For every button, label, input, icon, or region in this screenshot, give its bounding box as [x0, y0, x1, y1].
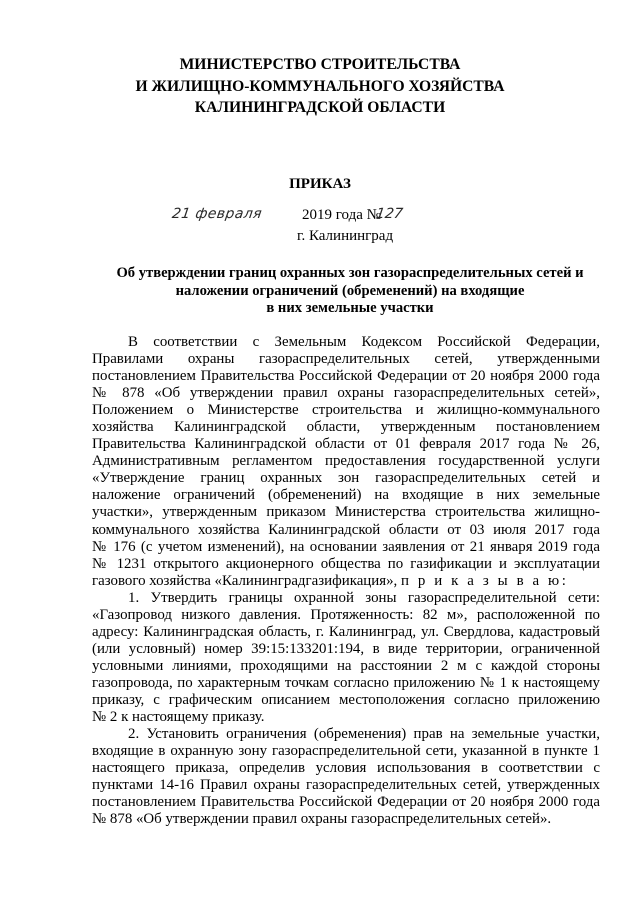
order-title: ПРИКАЗ [289, 176, 351, 192]
body-line: Правительства Калининградской области от 01 февраля 2017 года № 26, [92, 436, 600, 453]
year-and-number-label: 2019 года № [302, 207, 381, 223]
body-line: 1. Утвердить границы охранной зоны газораспределительной сети: [128, 589, 600, 606]
body-line: участки», утвержденным приказом Министерства строительства жилищно- [92, 504, 600, 521]
handwritten-number: 127 [374, 206, 404, 222]
ministry-line: И ЖИЛИЩНО-КОММУНАЛЬНОГО ХОЗЯЙСТВА [135, 77, 505, 95]
body-line: Правилами охраны газораспределительных сетей, утвержденными [92, 351, 600, 368]
body-line: коммунального хозяйства Калининградской области от 03 июля 2017 года [92, 521, 600, 538]
body-line: (или условный) номер 39:15:133201:194, в виде территории, ограниченной [92, 640, 600, 657]
body-line: № 176 (с учетом изменений), на основании заявления от 21 января 2019 года [92, 538, 600, 555]
body-line: адресу: Калининградская область, г. Калининград, ул. Свердлова, кадастровый [92, 623, 600, 640]
title-line: в них земельные участки [266, 300, 434, 317]
body-line: газопровода, по характерным точкам согласно приложению № 1 к настоящему [92, 674, 600, 691]
ministry-header [0, 54, 640, 119]
body-line: постановлением Правительства Российской Федерации от 20 ноября 2000 года [92, 368, 600, 385]
body-line: № 878 «Об утверждении правил охраны газораспределительных сетей», [92, 385, 600, 402]
body-line: настоящего приказа, определив условия использования в соответствии с [92, 760, 600, 777]
body-line: В соответствии с Земельным Кодексом Российской Федерации, [128, 334, 600, 350]
body-line: 2. Установить ограничения (обременения) прав на земельные участки, [128, 726, 600, 743]
ministry-line: КАЛИНИНГРАДСКОЙ ОБЛАСТИ [194, 99, 446, 116]
body-line: пунктами 14-16 Правил охраны газораспределительных сетей, утвержденных [92, 777, 600, 794]
body-line: «Газопровод низкого давления. Протяженность: 82 м», расположенной по [92, 606, 600, 623]
body-line: № 2 к настоящему приказу. [92, 709, 265, 726]
title-line: наложении ограничений (обременений) на входящие [175, 282, 525, 299]
body-line: «Утверждение границ охранных зон газораспределительных сетей и [92, 470, 600, 487]
body-line-with-order [92, 573, 600, 590]
document-title [60, 265, 640, 318]
handwritten-date: 21 февраля [170, 206, 264, 222]
ministry-line: МИНИСТЕРСТВО СТРОИТЕЛЬСТВА [179, 56, 461, 73]
body-line: наложение ограничений (обременений) на входящие в них земельные [92, 487, 600, 504]
title-line: Об утверждении границ охранных зон газораспределительных сетей и [116, 265, 584, 281]
body-line: приказу, с графическим описанием местоположения согласно приложению [92, 691, 600, 708]
order-word: п р и к а з ы в а ю: [401, 572, 569, 589]
document-body [92, 334, 600, 828]
body-line: Положением о Министерстве строительства и жилищно-коммунального [92, 402, 600, 419]
body-line: постановлением Правительства Российской Федерации от 20 ноября 2000 года [92, 794, 600, 811]
body-line: № 1231 открытого акционерного общества по газификации и эксплуатации [92, 555, 600, 572]
body-line: № 878 «Об утверждении правил охраны газораспределительных сетей». [92, 811, 552, 828]
body-line: условными линиями, проходящими на расстоянии 2 м с каждой стороны [92, 657, 600, 674]
body-line: входящие в охранную зону газораспределительной сети, указанной в пункте 1 [92, 743, 600, 760]
body-line: хозяйства Калининградской области, утвержденным постановлением [92, 419, 600, 436]
body-line: газового хозяйства «Калининградгазификация», [92, 572, 398, 589]
city-label: г. Калининград [297, 228, 394, 244]
body-line: Административным регламентом предоставления государственной услуги [92, 453, 600, 470]
